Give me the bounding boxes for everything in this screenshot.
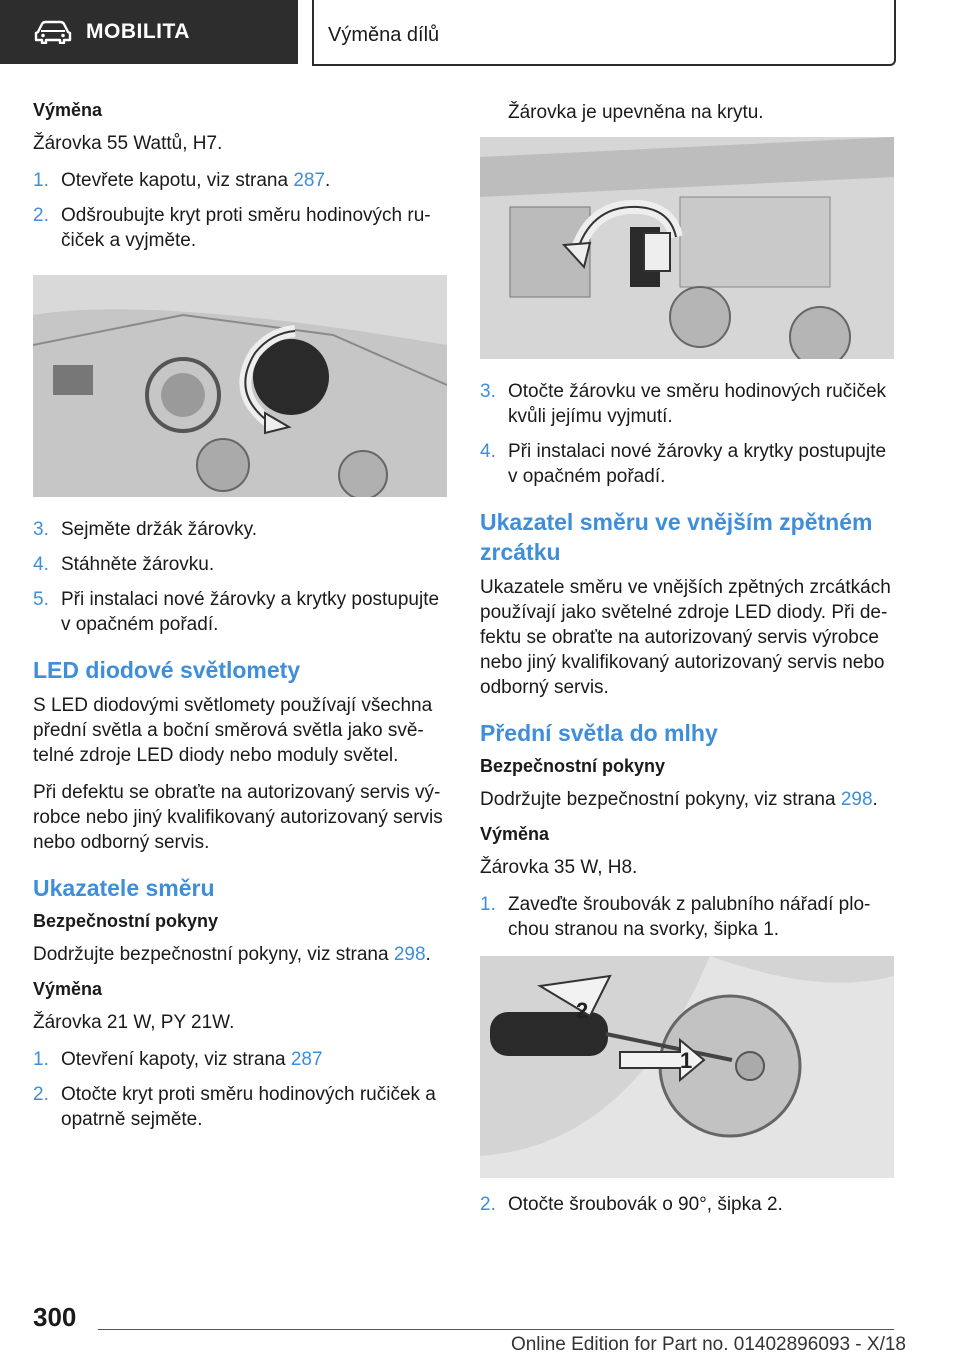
step-text: Stáhněte žárovku.	[61, 554, 215, 575]
section-tab	[0, 0, 298, 64]
list-item	[33, 1047, 453, 1072]
safety-text: Dodržujte bezpečnostní pokyny, viz strana 298.	[33, 944, 431, 965]
step-list	[480, 1192, 894, 1217]
page-number: 300	[33, 1302, 77, 1332]
step-number: 2.	[480, 1194, 496, 1215]
list-item	[33, 552, 453, 577]
indicators-heading: Ukazatele směru	[33, 875, 215, 901]
step-number: 3.	[33, 519, 49, 540]
bulb-spec: Žárovka 21 W, PY 21W.	[33, 1012, 235, 1033]
step-text: Při instalaci nové žárovky a krytky postupujte v opačném pořadí.	[61, 589, 440, 635]
step-list	[33, 168, 453, 253]
list-item	[33, 1082, 453, 1132]
list-item	[480, 439, 894, 489]
step-text: Zaveďte šroubovák z palubního nářadí plo-chou stranou na svorky, šipka 1.	[508, 894, 871, 940]
step-number: 3.	[480, 381, 496, 402]
safety-subheading: Bezpečnostní pokyny	[33, 911, 219, 931]
step-text: Otevření kapoty, viz strana 287	[61, 1049, 323, 1070]
led-paragraph-1: S LED diodovými světlomety používají všechna přední světla a boční směrová světla jako svě-telné zdroje LED diody nebo moduly světel.	[33, 695, 433, 766]
list-item	[33, 168, 453, 193]
replacement-subheading: Výměna	[480, 824, 550, 844]
step-list	[33, 1047, 453, 1132]
step-text: Odšroubujte kryt proti směru hodinových ru-čiček a vyjměte.	[61, 205, 431, 251]
footer-divider	[98, 1329, 894, 1330]
step-number: 5.	[33, 589, 49, 610]
step-text: Otočte kryt proti směru hodinových ručiček a opatrně sejměte.	[61, 1084, 436, 1130]
led-headlights-heading: LED diodové světlomety	[33, 657, 301, 683]
safety-subheading: Bezpečnostní pokyny	[480, 756, 666, 776]
mirror-indicator-heading: Ukazatel směru ve vnějším zpětném zrcátku	[480, 509, 873, 565]
step-list	[480, 379, 894, 489]
right-column	[480, 100, 894, 1229]
safety-text: Dodržujte bezpečnostní pokyny, viz strana 298.	[480, 789, 878, 810]
step-number: 1.	[480, 894, 496, 915]
led-paragraph-2: Při defektu se obraťte na autorizovaný servis vý-robce nebo jiný kvalifikovaný autorizovaný servis nebo odborný servis.	[33, 782, 443, 853]
replacement-subheading: Výměna	[33, 979, 103, 999]
step-text: Sejměte držák žárovky.	[61, 519, 258, 540]
headlight-cover-figure	[33, 275, 447, 497]
list-item	[33, 517, 453, 542]
step-number: 1.	[33, 170, 49, 191]
arrow-label-2: 2	[576, 998, 589, 1023]
bulb-spec: Žárovka 35 W, H8.	[480, 857, 638, 878]
step-number: 2.	[33, 1084, 49, 1105]
arrow-label-1: 1	[680, 1048, 693, 1073]
step-list	[33, 517, 453, 637]
page-header	[0, 0, 960, 66]
step-text: Otevřete kapotu, viz strana 287.	[61, 170, 331, 191]
page-link[interactable]: 298	[840, 789, 873, 810]
list-item	[480, 1192, 894, 1217]
page-link[interactable]: 287	[290, 1049, 323, 1070]
fog-lights-heading: Přední světla do mlhy	[480, 720, 718, 746]
step-number: 2.	[33, 205, 49, 226]
section-title: MOBILITA	[86, 20, 190, 43]
indicator-bulb-figure	[480, 137, 894, 359]
step-number: 4.	[33, 554, 49, 575]
fog-light-screwdriver-figure	[480, 956, 894, 1178]
bulb-spec: Žárovka 55 Wattů, H7.	[33, 133, 223, 154]
mirror-text: Ukazatele směru ve vnějších zpětných zrcátkách používají jako světelné zdroje LED diody. Při de-fektu se obraťte na autorizovaný servis výrobce nebo jiný kvalifikovaný autorizovaný servis nebo odborný servis.	[480, 577, 891, 698]
edition-footer: Online Edition for Part no. 01402896093 - X/18	[510, 1334, 906, 1355]
step-text: Otočte šroubovák o 90°, šipka 2.	[508, 1194, 783, 1215]
list-item	[480, 379, 894, 429]
page-link[interactable]: 298	[393, 944, 426, 965]
page-link[interactable]: 287	[293, 170, 326, 191]
left-column	[33, 100, 453, 1144]
car-icon	[34, 20, 72, 44]
step-list	[480, 892, 894, 942]
list-item	[480, 892, 894, 942]
chapter-title: Výměna dílů	[312, 0, 896, 66]
step-number: 4.	[480, 441, 496, 462]
list-item	[33, 587, 453, 637]
replacement-subheading: Výměna	[33, 100, 103, 120]
intro-text: Žárovka je upevněna na krytu.	[508, 102, 764, 123]
step-text: Otočte žárovku ve směru hodinových ručiček kvůli jejímu vyjmutí.	[508, 381, 887, 427]
step-text: Při instalaci nové žárovky a krytky postupujte v opačném pořadí.	[508, 441, 887, 487]
list-item	[33, 203, 453, 253]
step-number: 1.	[33, 1049, 49, 1070]
